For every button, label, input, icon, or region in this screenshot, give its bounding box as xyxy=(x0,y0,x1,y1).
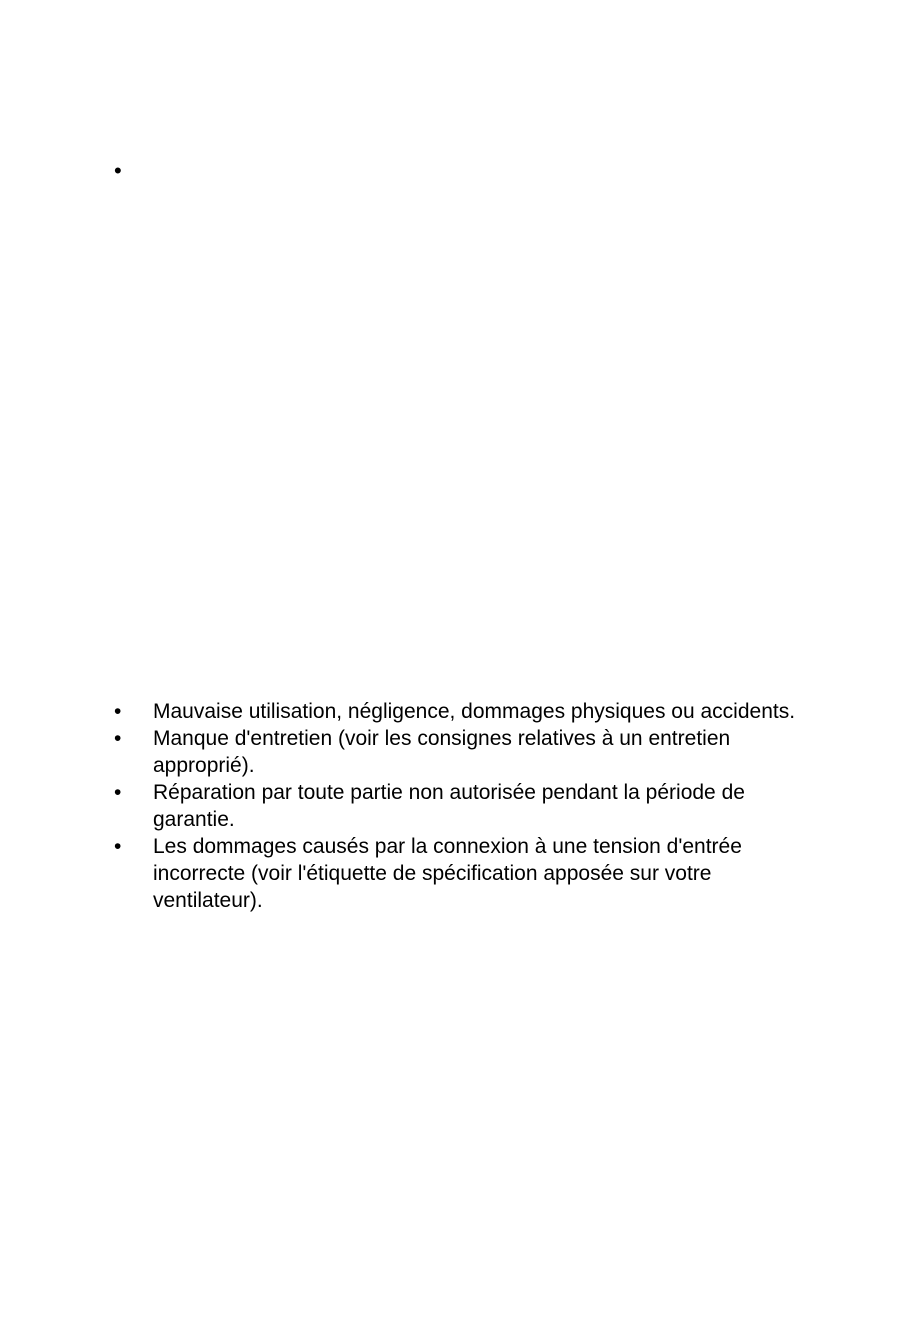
list-item xyxy=(0,833,914,914)
list-item-text: garantie. xyxy=(153,808,235,831)
bullet-icon: • xyxy=(114,835,122,858)
list-item xyxy=(0,698,914,725)
list-item-text: approprié). xyxy=(153,754,255,777)
list-item-text: incorrecte (voir l'étiquette de spécification apposée sur votre xyxy=(153,862,712,885)
list-item xyxy=(0,779,914,833)
bullet-icon: • xyxy=(114,700,122,723)
list-item-text: Réparation par toute partie non autorisée pendant la période de xyxy=(153,781,745,804)
bullet-icon: • xyxy=(114,727,122,750)
list-item-text: Manque d'entretien (voir les consignes relatives à un entretien xyxy=(153,727,731,750)
warranty-exclusions-list xyxy=(0,698,914,914)
stray-bullet: • xyxy=(114,158,122,183)
list-item-text: Mauvaise utilisation, négligence, dommages physiques ou accidents. xyxy=(153,700,796,723)
list-item-text: Les dommages causés par la connexion à une tension d'entrée xyxy=(153,835,742,858)
list-item xyxy=(0,725,914,779)
bullet-icon: • xyxy=(114,781,122,804)
list-item-text: ventilateur). xyxy=(153,889,263,912)
